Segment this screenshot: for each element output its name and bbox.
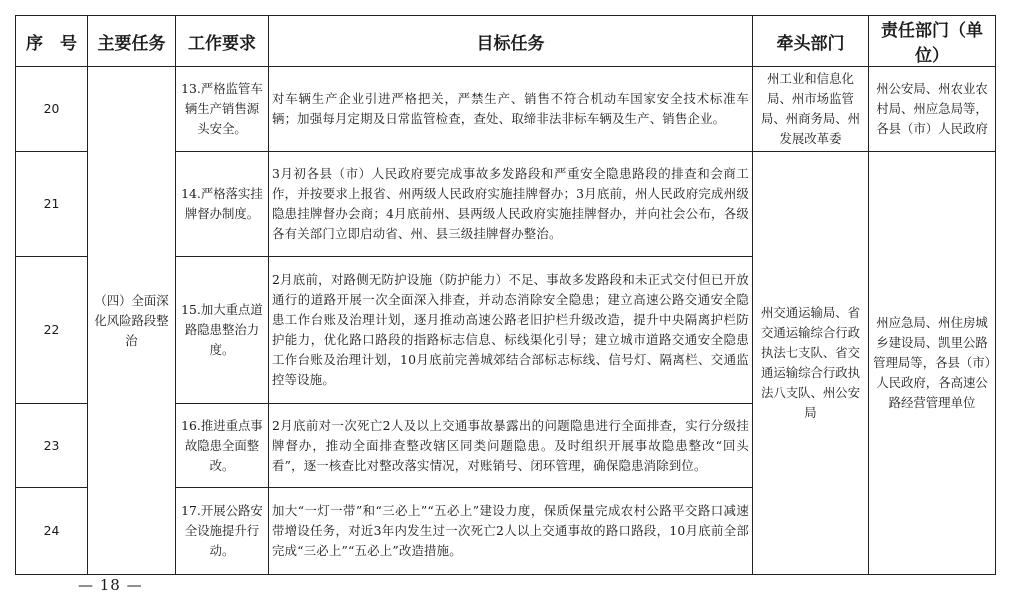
row-number: 24 bbox=[16, 488, 88, 575]
shared-lead-dept-cell: 州交通运输局、省交通运输综合行政执法七支队、省交通运输综合行政执法八支队、州公安局 bbox=[753, 152, 869, 575]
requirement-cell: 13.严格监管车辆生产销售源头安全。 bbox=[176, 67, 269, 152]
requirement-cell: 15.加大重点道路隐患整治力度。 bbox=[176, 257, 269, 404]
requirement-cell: 16.推进重点事故隐患全面整改。 bbox=[176, 404, 269, 488]
row-number: 23 bbox=[16, 404, 88, 488]
row-number: 21 bbox=[16, 152, 88, 257]
row-number: 20 bbox=[16, 67, 88, 152]
lead-dept-cell: 州工业和信息化局、州市场监管局、州商务局、州发展改革委 bbox=[753, 67, 869, 152]
header-lead-dept: 牵头部门 bbox=[753, 16, 869, 67]
table-row bbox=[16, 67, 996, 152]
goal-cell: 加大“一灯一带”和“三必上”“五必上”建设力度，保质保量完成农村公路平交路口减速带增设任务，对近3年内发生过一次死亡2人以上交通事故的路口路段，10月底前全部完成“三必上”“五必上”改造措施。 bbox=[269, 488, 753, 575]
requirement-cell: 17.开展公路安全设施提升行动。 bbox=[176, 488, 269, 575]
header-resp-dept: 责任部门（单位） bbox=[869, 16, 996, 67]
header-seq: 序 号 bbox=[16, 16, 88, 67]
shared-resp-dept-cell: 州应急局、州住房城乡建设局、凯里公路管理局等，各县（市）人民政府，各高速公路经营管理单位 bbox=[869, 152, 996, 575]
header-main-task: 主要任务 bbox=[88, 16, 176, 67]
goal-cell: 3月初各县（市）人民政府要完成事故多发路段和严重安全隐患路段的排查和会商工作，并按要求上报省、州两级人民政府实施挂牌督办；3月底前，州人民政府完成州级隐患挂牌督办会商；4月底前州、县两级人民政府实施挂牌督办，并向社会公布，各级各有关部门立即启动省、州、县三级挂牌督办整治。 bbox=[269, 152, 753, 257]
header-goal: 目标任务 bbox=[269, 16, 753, 67]
header-requirement: 工作要求 bbox=[176, 16, 269, 67]
goal-cell: 2月底前对一次死亡2人及以上交通事故暴露出的问题隐患进行全面排查，实行分级挂牌督办，推动全面排查整改辖区同类问题隐患。及时组织开展事故隐患整改“回头看”，逐一核查比对整改落实情况，对账销号、闭环管理，确保隐患消除到位。 bbox=[269, 404, 753, 488]
goal-cell: 2月底前，对路侧无防护设施（防护能力）不足、事故多发路段和未正式交付但已开放通行的道路开展一次全面深入排查，并动态消除安全隐患；建立高速公路交通安全隐患工作台账及治理计划，逐月推动高速公路老旧护栏升级改造，提升中央隔离护栏防护能力，优化路口路段的指路标志信息、标线渠化引导；建立城市道路交通安全隐患工作台账及治理计划，10月底前完善城郊结合部标志标线、信号灯、隔离栏、交通监控等设施。 bbox=[269, 257, 753, 404]
requirement-cell: 14.严格落实挂牌督办制度。 bbox=[176, 152, 269, 257]
page-number: — 18 — bbox=[78, 576, 143, 594]
resp-dept-cell: 州公安局、州农业农村局、州应急局等，各县（市）人民政府 bbox=[869, 67, 996, 152]
main-task-cell: （四）全面深化风险路段整治 bbox=[88, 67, 176, 575]
row-number: 22 bbox=[16, 257, 88, 404]
goal-cell: 对车辆生产企业引进严格把关，严禁生产、销售不符合机动车国家安全技术标准车辆；加强每月定期及日常监管检查，查处、取缔非法非标车辆及生产、销售企业。 bbox=[269, 67, 753, 152]
task-table bbox=[15, 15, 996, 575]
header-row bbox=[16, 16, 996, 67]
